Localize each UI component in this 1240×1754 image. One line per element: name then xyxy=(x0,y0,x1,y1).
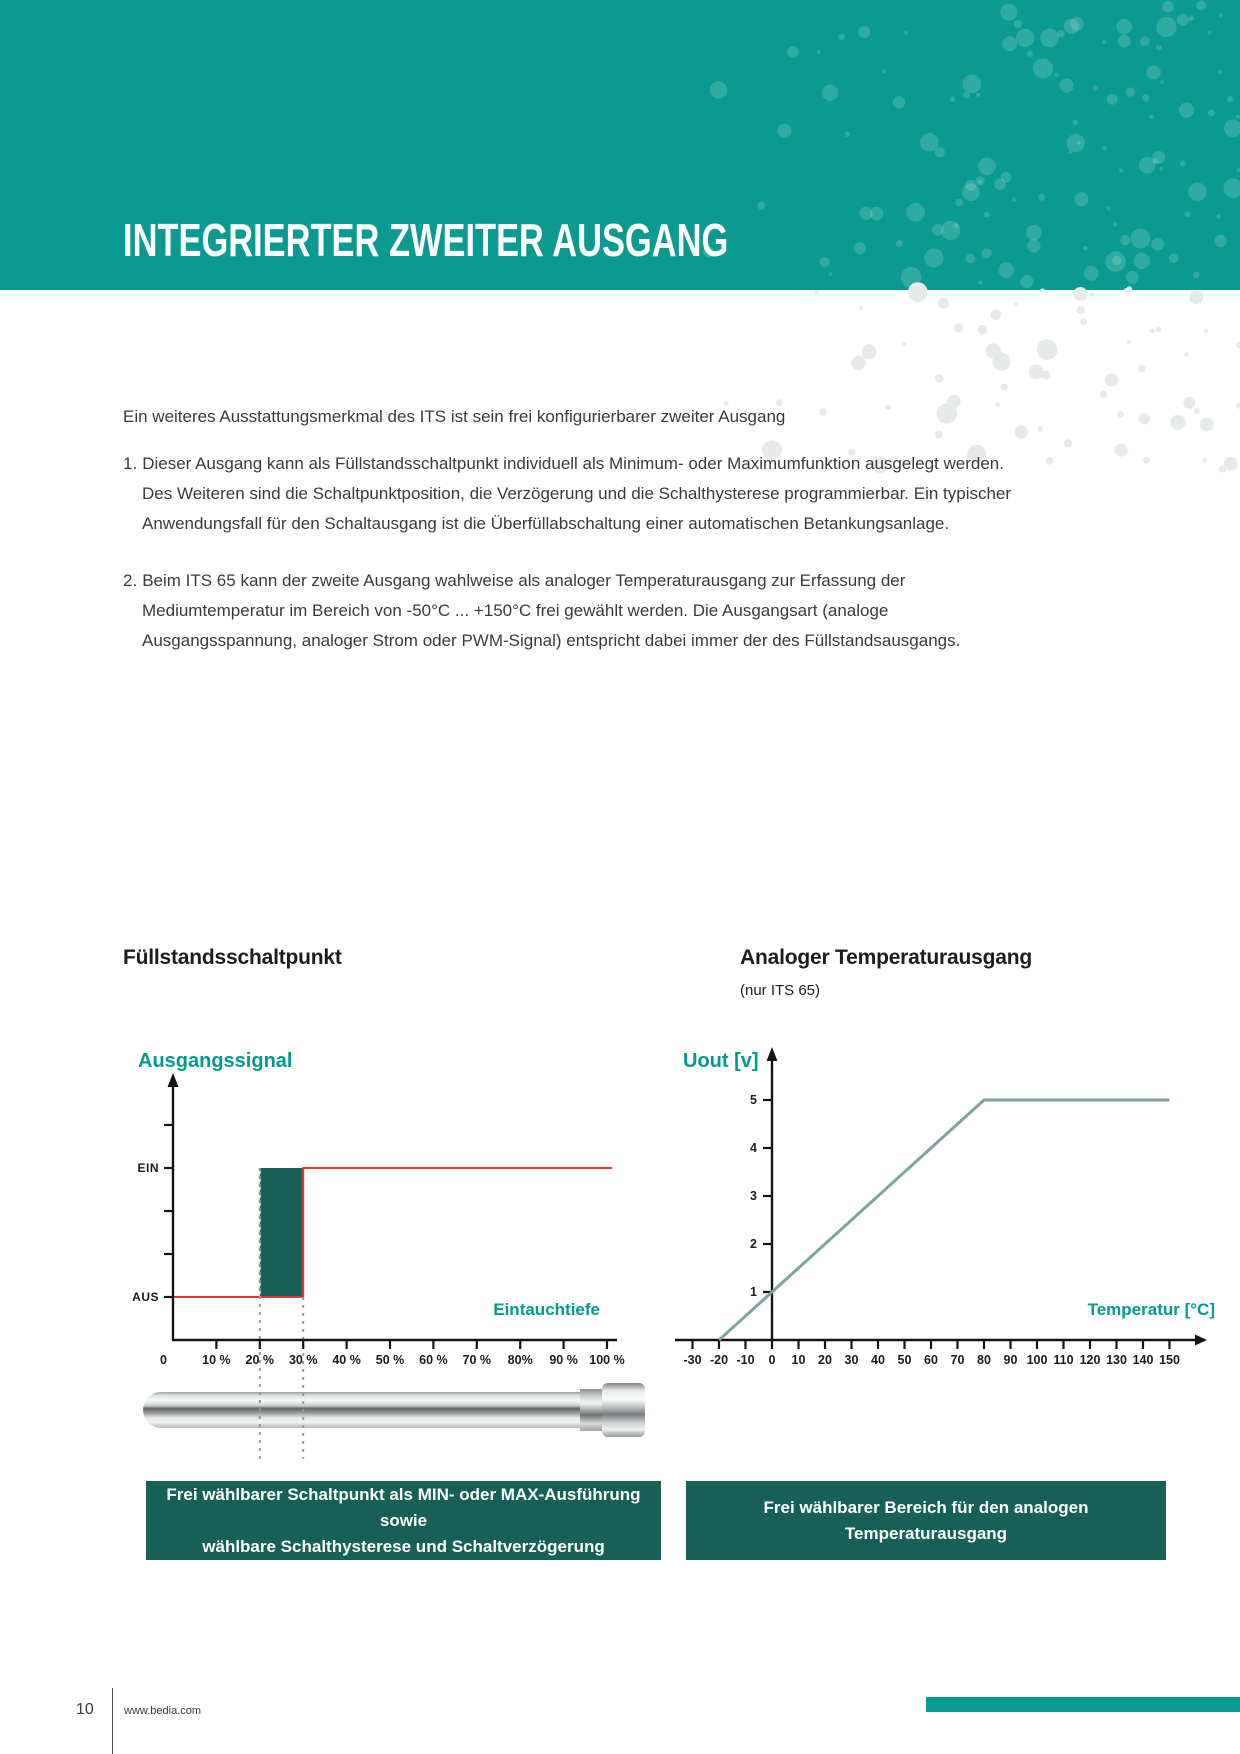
section-heading-temperature: Analoger Temperaturausgang xyxy=(740,946,1032,969)
decor-dot xyxy=(828,272,832,276)
decor-dot xyxy=(854,242,866,254)
x-tick-label: 30 xyxy=(844,1353,859,1367)
x-tick-label: 40 xyxy=(871,1353,885,1367)
decor-dot xyxy=(963,92,970,99)
decor-dot xyxy=(1038,426,1044,432)
decor-dot xyxy=(820,257,830,267)
paragraph-2-text: Beim ITS 65 kann der zweite Ausgang wahlweise als analoger Temperaturausgang zur Erfassung der Mediumtemperatur im Bereich von -50°C ... +150°C frei gewählt werden. Die Ausgangsart (analoge Ausgangsspannung, analoger Strom oder PWM-Signal) entspricht dabei immer der des Füllstandsausgangs. xyxy=(142,571,961,650)
decor-dot xyxy=(1134,253,1150,269)
decor-dot xyxy=(1159,167,1163,171)
y-tick-label-aus: AUS xyxy=(132,1290,159,1304)
x-tick-label: 100 xyxy=(1026,1353,1048,1367)
decor-dot xyxy=(1188,183,1206,201)
decor-dot xyxy=(1102,146,1107,151)
decor-dot xyxy=(1236,403,1240,409)
footer-divider xyxy=(112,1688,113,1754)
decor-dot xyxy=(1189,15,1195,21)
decor-dot xyxy=(935,147,945,157)
decor-dot xyxy=(710,81,727,98)
decor-dot xyxy=(906,203,925,222)
decor-dot xyxy=(1064,439,1072,447)
decor-dot xyxy=(1224,119,1240,137)
decor-dot xyxy=(1057,30,1065,38)
decor-dot xyxy=(954,323,964,333)
decor-dot xyxy=(1185,212,1191,218)
decor-dot xyxy=(787,46,799,58)
y-tick-label-ein: EIN xyxy=(137,1161,159,1175)
x-tick-label: 20 xyxy=(818,1353,832,1367)
decor-dot xyxy=(1083,246,1088,251)
x-tick-label: 110 xyxy=(1053,1353,1074,1367)
decor-dot xyxy=(1184,352,1189,357)
decor-dot xyxy=(938,298,949,309)
x-tick-label: -30 xyxy=(683,1353,702,1367)
decor-dot xyxy=(1012,197,1016,201)
decor-dot xyxy=(981,248,991,258)
caption-left-line-1: Frei wählbarer Schaltpunkt als MIN- oder MAX-Ausführung sowie xyxy=(166,1484,641,1530)
caption-box-fill-level xyxy=(146,1481,661,1560)
section-subheading-its65: (nur ITS 65) xyxy=(740,982,821,999)
decor-dot xyxy=(1100,391,1108,399)
decor-dot xyxy=(815,290,819,294)
hysteresis-band xyxy=(260,1168,303,1297)
x-tick-label: 80 xyxy=(977,1353,991,1367)
caption-right-line: Frei wählbarer Bereich für den analogen Temperaturausgang xyxy=(763,1497,1089,1543)
decor-dot xyxy=(896,240,903,247)
section-heading-fill-level: Füllstandsschaltpunkt xyxy=(123,946,342,969)
decor-dot xyxy=(1149,114,1154,119)
decor-dot xyxy=(1016,29,1034,47)
decor-dot xyxy=(1027,51,1033,57)
x-tick-label: 80% xyxy=(507,1353,533,1367)
decor-dot xyxy=(757,202,765,210)
x-tick-label: 0 xyxy=(160,1353,167,1367)
decor-dot xyxy=(1014,302,1018,306)
decor-dot xyxy=(1073,120,1078,125)
decor-dot xyxy=(1236,168,1240,172)
decor-dot xyxy=(1139,157,1156,174)
decor-dot xyxy=(1160,80,1164,84)
x-tick-label: 130 xyxy=(1106,1353,1127,1367)
x-tick-label: 90 % xyxy=(549,1353,578,1367)
decor-dot xyxy=(1171,415,1186,430)
decor-dot xyxy=(1084,266,1099,281)
decor-dot xyxy=(966,180,977,191)
paragraph-1 xyxy=(123,449,1015,539)
decor-dot xyxy=(1112,256,1121,265)
decor-dot xyxy=(1107,94,1118,105)
x-tick-label: 60 % xyxy=(419,1353,448,1367)
decor-dot xyxy=(844,131,850,137)
decor-dot xyxy=(1126,271,1139,284)
decor-dot xyxy=(1236,342,1240,349)
decor-dot xyxy=(1106,206,1110,210)
decor-dot xyxy=(1118,35,1131,48)
x-tick-label: 90 xyxy=(1003,1353,1018,1367)
paragraph-1-number: 1. xyxy=(123,454,138,473)
decor-dot xyxy=(1080,319,1087,326)
decor-dot xyxy=(1177,14,1189,26)
decor-dot xyxy=(1117,411,1124,418)
decor-dot xyxy=(1139,413,1150,424)
decor-dot xyxy=(1196,0,1206,10)
decor-dot xyxy=(1054,73,1059,78)
decor-dot xyxy=(978,281,982,285)
decor-dot xyxy=(862,344,877,359)
y-axis-arrow xyxy=(767,1047,778,1061)
decor-dot xyxy=(1219,13,1223,17)
y-tick-label: 3 xyxy=(750,1189,757,1203)
decor-dot xyxy=(1068,150,1072,154)
decor-dot xyxy=(777,124,791,138)
decor-dot xyxy=(851,356,866,371)
y-tick-label: 1 xyxy=(750,1285,757,1299)
y-tick-label: 5 xyxy=(750,1093,757,1107)
right-chart-xlabel: Temperatur [°C] xyxy=(1087,1300,1215,1319)
x-tick-label: 40 % xyxy=(332,1353,361,1367)
decor-dot xyxy=(1114,443,1127,456)
decor-dot xyxy=(984,212,990,218)
x-tick-label: 10 % xyxy=(202,1353,231,1367)
x-tick-label: 100 % xyxy=(589,1353,625,1367)
x-axis-arrow xyxy=(1195,1335,1207,1346)
decor-dot xyxy=(1156,327,1161,332)
paragraph-2-number: 2. xyxy=(123,571,138,590)
decor-dot xyxy=(1038,194,1045,201)
x-tick-label: 50 % xyxy=(375,1353,405,1367)
left-chart-xlabel: Eintauchtiefe xyxy=(493,1300,600,1319)
decor-dot xyxy=(1120,235,1130,245)
y-tick-label: 4 xyxy=(750,1141,757,1155)
paragraph-2 xyxy=(123,566,1015,656)
footer-accent-bar xyxy=(926,1697,1240,1712)
x-tick-label: 70 % xyxy=(462,1353,492,1367)
decor-dot xyxy=(1216,214,1220,218)
decor-dot xyxy=(991,310,1002,321)
decor-dot xyxy=(1127,340,1131,344)
switch-output-line xyxy=(173,1168,612,1297)
decor-dot xyxy=(1143,457,1150,464)
decor-dot xyxy=(1090,293,1094,297)
decor-dot xyxy=(1180,161,1186,167)
fill-level-switch-chart xyxy=(115,1033,625,1465)
caption-left-line-2: wählbare Schalthysterese und Schaltverzögerung xyxy=(202,1536,605,1556)
page-number: 10 xyxy=(76,1701,94,1718)
decor-dot xyxy=(817,50,821,54)
decor-dot xyxy=(1033,58,1053,78)
decor-dot xyxy=(986,343,1001,358)
decor-dot xyxy=(1147,65,1161,79)
decor-dot xyxy=(1138,365,1146,373)
right-chart-ylabel: Uout [v] xyxy=(683,1050,759,1072)
decor-dot xyxy=(1064,19,1079,34)
decor-dot xyxy=(902,342,906,346)
decor-dot xyxy=(1002,36,1017,51)
decor-dot xyxy=(1200,418,1214,432)
decor-dot xyxy=(1119,168,1123,172)
decor-dot xyxy=(1183,397,1195,409)
decor-dot xyxy=(1059,78,1073,92)
decor-dot xyxy=(1208,31,1212,35)
decor-dot xyxy=(954,223,959,228)
decor-dot xyxy=(965,254,975,264)
caption-box-temperature xyxy=(686,1481,1166,1560)
decor-dot xyxy=(1140,36,1150,46)
decor-dot xyxy=(1193,272,1199,278)
decor-dot xyxy=(1156,45,1162,51)
decor-dot xyxy=(976,93,980,97)
decor-dot xyxy=(1194,408,1200,414)
decor-dot xyxy=(1131,229,1151,249)
decor-dot xyxy=(935,374,944,383)
decor-dot xyxy=(1105,373,1118,386)
decor-dot xyxy=(1126,286,1132,292)
x-tick-label: 0 xyxy=(768,1353,776,1367)
decor-dot xyxy=(1000,4,1017,21)
x-tick-label: 60 xyxy=(924,1353,938,1367)
x-tick-label: -20 xyxy=(709,1353,729,1367)
decor-dot xyxy=(950,96,956,102)
decor-dot xyxy=(1040,289,1045,294)
y-tick-label: 2 xyxy=(750,1237,757,1251)
y-axis-arrow xyxy=(168,1073,179,1087)
decor-dot xyxy=(1037,339,1058,360)
decor-dot xyxy=(822,85,838,101)
decor-dot xyxy=(1219,465,1226,472)
decor-dot xyxy=(1208,109,1215,116)
decor-dot xyxy=(1151,329,1156,334)
x-tick-label: 10 xyxy=(791,1353,806,1367)
paragraph-1-text: Dieser Ausgang kann als Füllstandsschaltpunkt individuell als Minimum- oder Maximumfunktion ausgelegt werden. Des Weiteren sind die Schaltpunktposition, die Verzögerung und die Schalthysterese programmierbar. Ein typischer Anwendungsfall für den Schaltausgang ist die Überfüllabschaltung einer automatischen Betankungsanlage. xyxy=(142,454,1012,533)
decor-dot xyxy=(1224,179,1240,198)
analog-temperature-chart xyxy=(655,1033,1225,1373)
decor-dot xyxy=(1215,235,1227,247)
decor-dot xyxy=(1151,238,1164,251)
decor-dot xyxy=(1027,239,1040,252)
decor-dot xyxy=(978,180,982,184)
decor-dot xyxy=(839,34,845,40)
x-tick-label: 150 xyxy=(1159,1353,1180,1367)
x-tick-label: 140 xyxy=(1132,1353,1154,1367)
x-tick-label: 20 % xyxy=(245,1353,275,1367)
decor-dot xyxy=(1218,70,1222,74)
decor-dot xyxy=(1020,275,1033,288)
decor-dot xyxy=(1142,94,1149,101)
decor-dot xyxy=(998,262,1014,278)
decor-dot xyxy=(1077,141,1081,145)
decor-dot xyxy=(1073,287,1087,301)
decor-dot xyxy=(955,199,963,207)
decor-dot xyxy=(1156,17,1176,37)
decor-dot xyxy=(882,69,886,73)
decor-dot xyxy=(1046,457,1054,465)
decor-dot xyxy=(978,157,996,175)
x-tick-label: 120 xyxy=(1079,1353,1101,1367)
x-tick-label: 30 % xyxy=(288,1353,318,1367)
decor-dot xyxy=(1076,306,1084,314)
body-copy xyxy=(123,402,1015,683)
x-tick-label: -10 xyxy=(736,1353,755,1367)
decor-dot xyxy=(1026,225,1042,241)
decor-dot xyxy=(901,267,922,288)
decor-dot xyxy=(859,207,872,220)
decor-dot xyxy=(932,224,944,236)
decor-dot xyxy=(1067,134,1085,152)
decor-dot xyxy=(1029,364,1044,379)
decor-dot xyxy=(1162,1,1174,13)
decor-dot xyxy=(1169,253,1179,263)
decor-dot xyxy=(1189,290,1203,304)
decor-dot xyxy=(1102,40,1106,44)
footer-website: www.bedia.com xyxy=(124,1705,202,1717)
x-tick-label: 50 xyxy=(897,1353,912,1367)
decor-dot xyxy=(904,31,908,35)
decor-dot xyxy=(994,179,1006,191)
decor-dot xyxy=(1204,329,1208,333)
x-tick-label: 70 xyxy=(950,1353,965,1367)
decor-dot xyxy=(1227,96,1233,102)
decor-dot xyxy=(978,325,988,335)
decor-dot xyxy=(1001,384,1008,391)
intro-text: Ein weiteres Ausstattungsmerkmal des ITS ist sein frei konfigurierbarer zweiter Ausgang xyxy=(123,407,786,426)
decor-dot xyxy=(858,26,870,38)
decor-dot xyxy=(963,75,982,94)
page-title: INTEGRIERTER ZWEITER AUSGANG xyxy=(123,214,729,266)
decor-dot xyxy=(859,306,863,310)
decor-dot xyxy=(1113,222,1117,226)
decor-dot xyxy=(1015,426,1028,439)
decor-dot xyxy=(924,248,943,267)
decor-dot xyxy=(1179,103,1194,118)
decor-dot xyxy=(1116,19,1132,35)
decor-dot xyxy=(1040,29,1059,48)
left-chart-ylabel: Ausgangssignal xyxy=(138,1050,293,1072)
decor-dot xyxy=(1236,115,1240,119)
decor-dot xyxy=(1126,87,1135,96)
decor-dot xyxy=(1014,20,1022,28)
decor-dot xyxy=(1074,192,1088,206)
decor-dot xyxy=(893,96,905,108)
decor-dot xyxy=(1092,85,1097,90)
decor-dot xyxy=(1202,458,1207,463)
